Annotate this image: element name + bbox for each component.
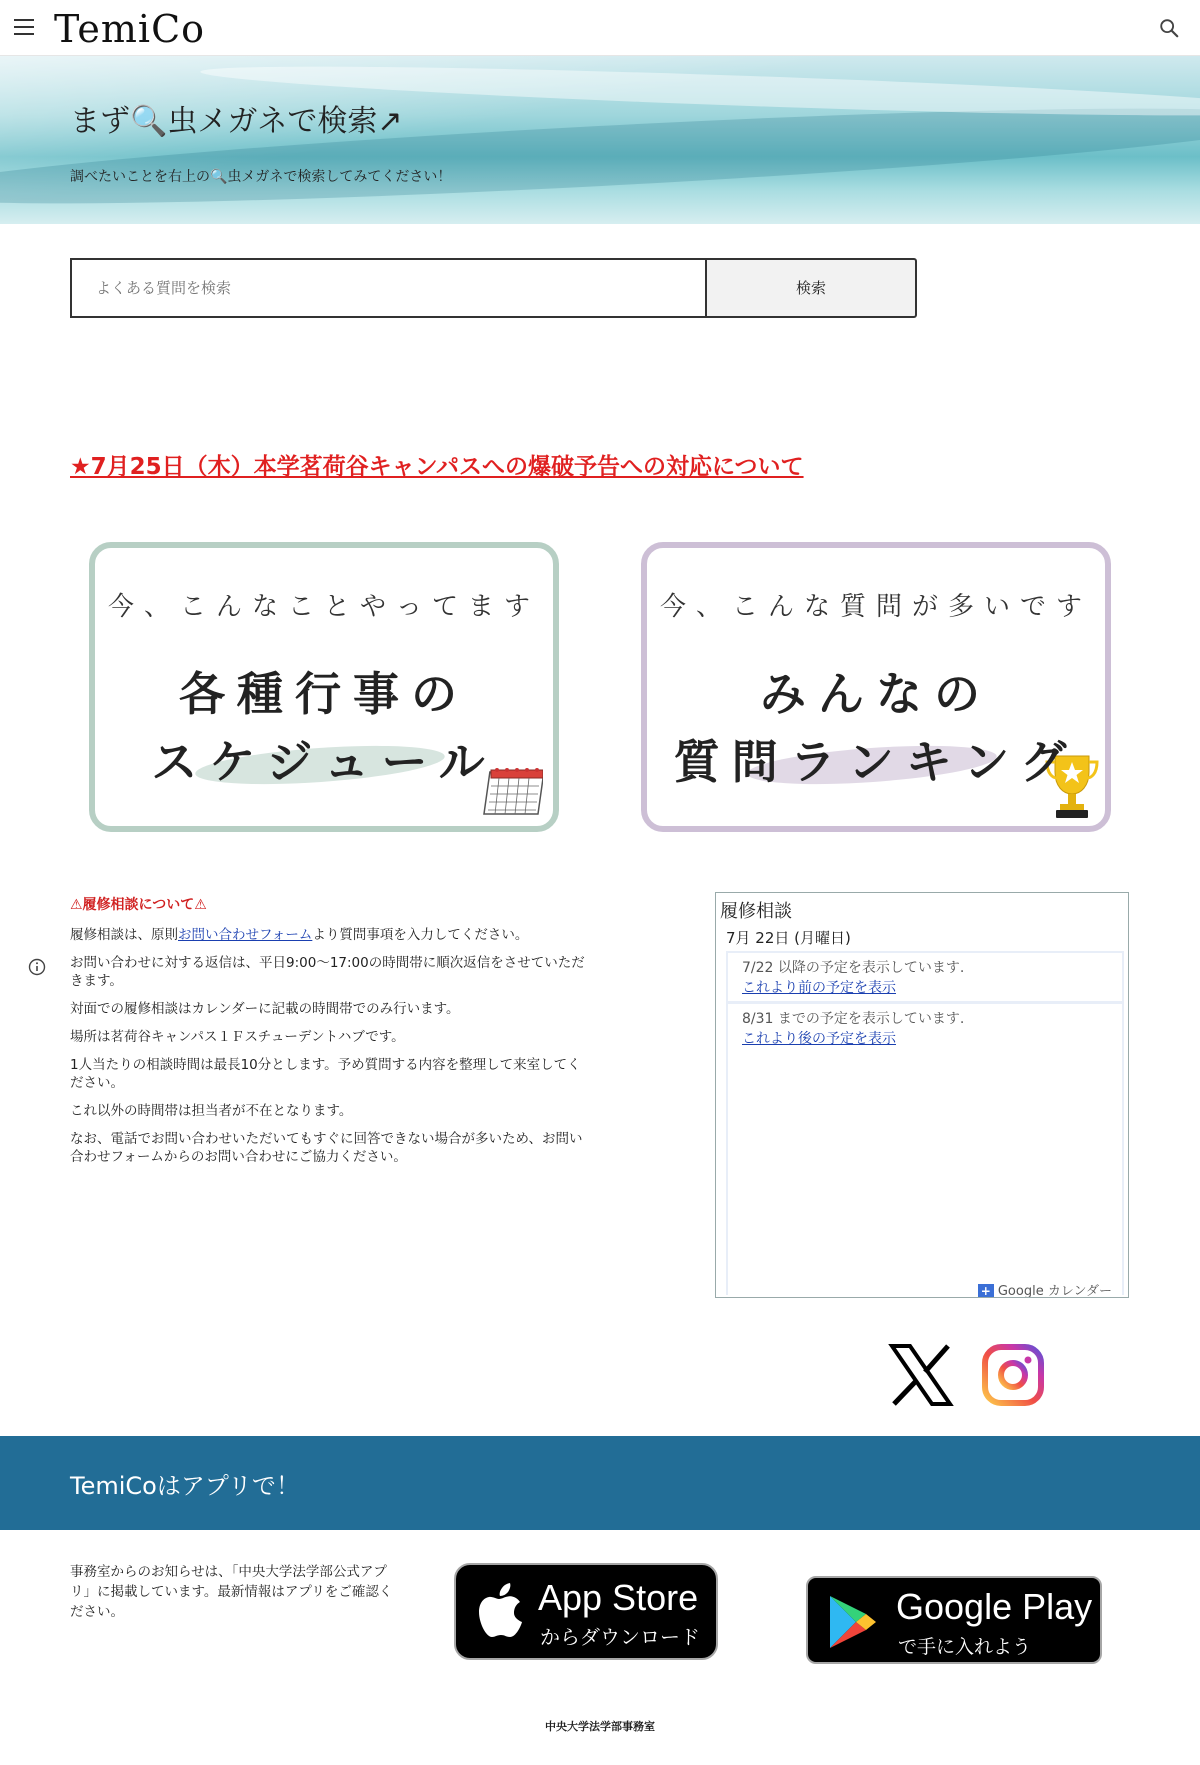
show-earlier-link[interactable]: これより前の予定を表示 xyxy=(742,980,896,996)
ranking-card-caption: 今、こんな質問が多いです xyxy=(659,592,1092,622)
hamburger-menu-icon[interactable] xyxy=(14,19,34,35)
footer-text: 中央大学法学部事務室 xyxy=(545,1720,655,1733)
ranking-card[interactable] xyxy=(641,542,1111,832)
faq-search-input[interactable] xyxy=(70,258,706,318)
app-store-label: App Store xyxy=(538,1577,699,1618)
calendar-date: 7月 22日 (月曜日) xyxy=(726,929,851,947)
schedule-card-title-line2: スケジュール xyxy=(151,735,497,789)
info-paragraph: 場所は茗荷谷キャンパス１Ｆスチューデントハブです。 xyxy=(70,1029,405,1045)
google-play-sublabel: で手に入れよう xyxy=(898,1636,1032,1658)
x-icon[interactable] xyxy=(888,1342,954,1408)
consultation-info-list xyxy=(70,926,590,1176)
info-paragraph: 履修相談は、原則お問い合わせフォームより質問事項を入力してください。 xyxy=(70,927,529,943)
consultation-heading: ⚠履修相談について⚠ xyxy=(70,897,207,913)
app-promo-note: 事務室からのお知らせは、「中央大学法学部公式アプリ」に掲載しています。最新情報はアプリをご確認ください。 xyxy=(70,1564,393,1620)
inquiry-form-link[interactable]: お問い合わせフォーム xyxy=(178,927,313,943)
app-store-badge[interactable] xyxy=(454,1563,718,1660)
info-paragraph: 1人当たりの相談時間は最長10分とします。予め質問する内容を整理して来室してください。 xyxy=(70,1057,581,1091)
site-logo[interactable] xyxy=(54,4,205,54)
info-paragraph: お問い合わせに対する返信は、平日9:00〜17:00の時間帯に順次返信をさせていただきます。 xyxy=(70,955,585,989)
app-store-sublabel: からダウンロード xyxy=(540,1625,700,1649)
calendar-title: 履修相談 xyxy=(720,901,792,922)
banner-title: まず🔍虫メガネで検索↗ xyxy=(70,104,403,139)
apple-icon xyxy=(478,1583,528,1641)
search-icon[interactable] xyxy=(1158,17,1180,39)
alert-notice-link[interactable]: ★7月25日（木）本学茗荷谷キャンパスへの爆破予告への対応について xyxy=(70,454,804,480)
info-icon[interactable] xyxy=(28,958,46,976)
logo-text: TemiCo xyxy=(54,7,206,51)
app-promo-band xyxy=(0,1436,1200,1530)
banner-subtitle: 調べたいことを右上の🔍虫メガネで検索してみてください！ xyxy=(70,169,452,185)
schedule-card-title-line1: 各種行事の xyxy=(179,667,469,721)
info-paragraph: これ以外の時間帯は担当者が不在となります。 xyxy=(70,1103,353,1119)
google-calendar-widget xyxy=(715,892,1129,1298)
plus-icon: + xyxy=(978,1284,994,1298)
calendar-range-end: 8/31 までの予定を表示しています. これより後の予定を表示 xyxy=(728,1004,1122,1298)
google-calendar-button[interactable]: + Google カレンダー xyxy=(974,1280,1116,1298)
top-bar xyxy=(0,0,1200,56)
calendar-agenda xyxy=(726,951,1124,1295)
faq-search-button[interactable]: 検索 xyxy=(705,258,917,318)
show-later-link[interactable]: これより後の予定を表示 xyxy=(742,1031,896,1047)
hero-banner xyxy=(0,56,1200,224)
app-promo-title: TemiCoはアプリで！ xyxy=(70,1472,300,1500)
calendar-range-start: 7/22 以降の予定を表示しています. これより前の予定を表示 xyxy=(728,953,1122,1001)
schedule-card[interactable] xyxy=(89,542,559,832)
info-paragraph: なお、電話でお問い合わせいただいてもすぐに回答できない場合が多いため、お問い合わせフォームからのお問い合わせにご協力ください。 xyxy=(70,1131,583,1165)
ranking-card-title-line2: 質問ランキング xyxy=(673,735,1079,789)
google-play-badge[interactable] xyxy=(806,1576,1102,1664)
info-paragraph: 対面での履修相談はカレンダーに記載の時間帯でのみ行います。 xyxy=(70,1001,460,1017)
instagram-icon[interactable] xyxy=(980,1342,1046,1408)
google-play-label: Google Play xyxy=(896,1586,1093,1627)
google-play-icon xyxy=(826,1594,878,1650)
schedule-card-caption: 今、こんなことやってます xyxy=(107,592,540,622)
ranking-card-title-line1: みんなの xyxy=(760,667,992,721)
